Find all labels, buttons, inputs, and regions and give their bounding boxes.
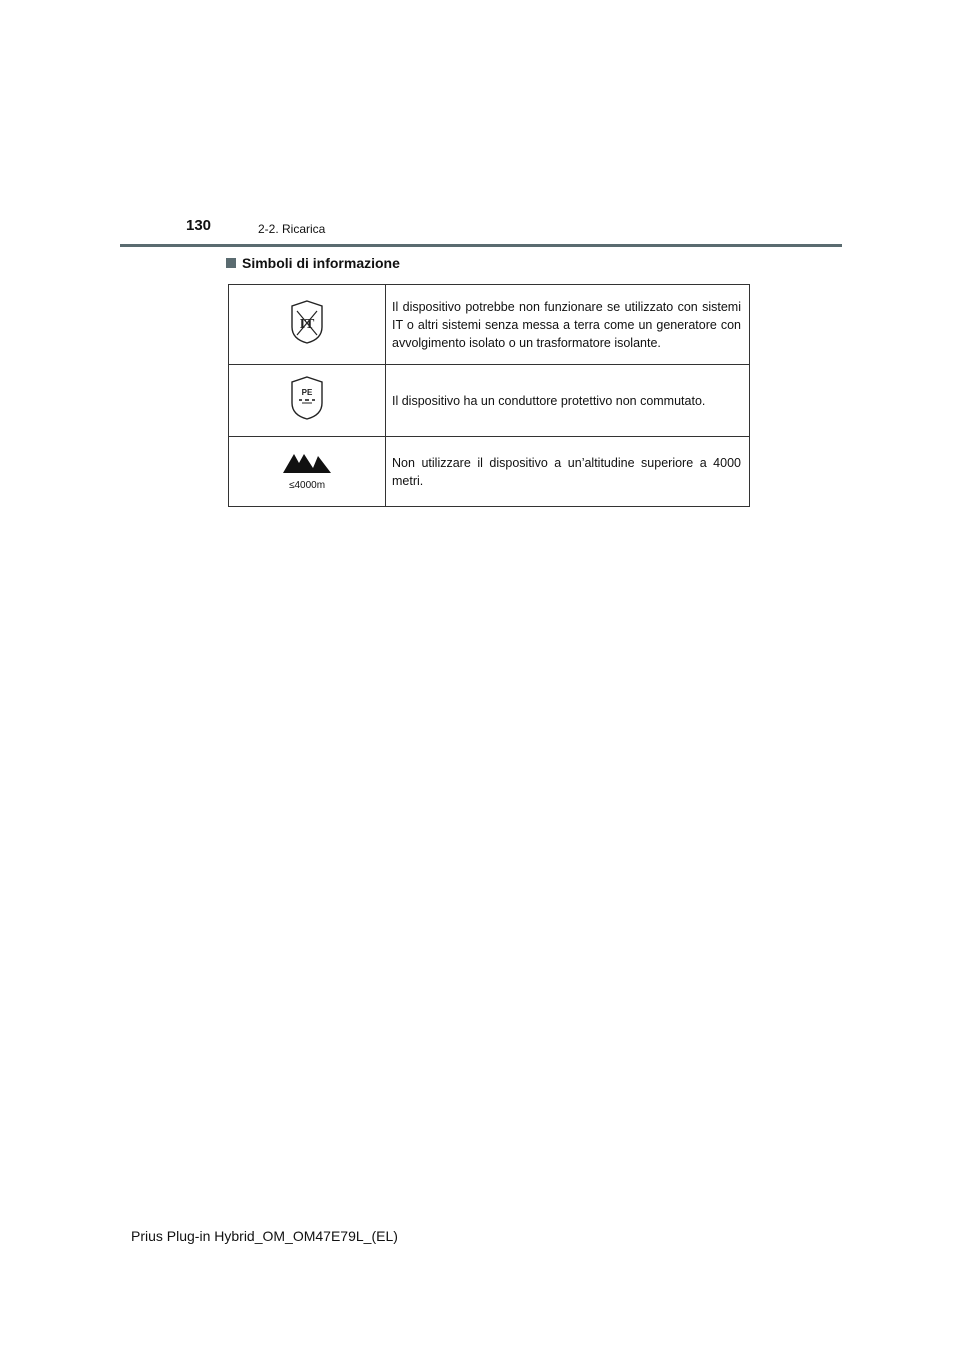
header-divider — [120, 244, 842, 247]
footer-document-code: Prius Plug-in Hybrid_OM_OM47E79L_(EL) — [131, 1228, 398, 1244]
pe-label: PE — [301, 388, 313, 397]
symbol-cell — [229, 285, 386, 365]
page-number: 130 — [186, 217, 212, 234]
description-cell: Il dispositivo potrebbe non funzionare se utilizzato con sistemi IT o altri sistemi senza messa a terra come un generatore con avvolgimento isolato o un trasformatore isolante. — [386, 285, 750, 365]
table-row — [229, 437, 750, 507]
symbol-cell — [229, 437, 386, 507]
svg-text:IT: IT — [299, 317, 315, 332]
it-system-prohibited-icon — [290, 299, 324, 350]
altitude-limit-icon — [282, 450, 332, 491]
section-heading-text: Simboli di informazione — [242, 255, 400, 271]
altitude-limit-label: ≤4000m — [288, 480, 326, 491]
pe-conductor-icon — [290, 375, 324, 426]
description-cell: Il dispositivo ha un conduttore protettivo non commutato. — [386, 365, 750, 437]
symbol-cell — [229, 365, 386, 437]
info-symbols-table — [228, 284, 750, 507]
description-cell: Non utilizzare il dispositivo a un’altitudine superiore a 4000 metri. — [386, 437, 750, 507]
section-label: 2-2. Ricarica — [258, 222, 326, 236]
table-row — [229, 365, 750, 437]
section-heading — [226, 255, 400, 271]
square-bullet-icon — [226, 258, 236, 268]
table-row — [229, 285, 750, 365]
